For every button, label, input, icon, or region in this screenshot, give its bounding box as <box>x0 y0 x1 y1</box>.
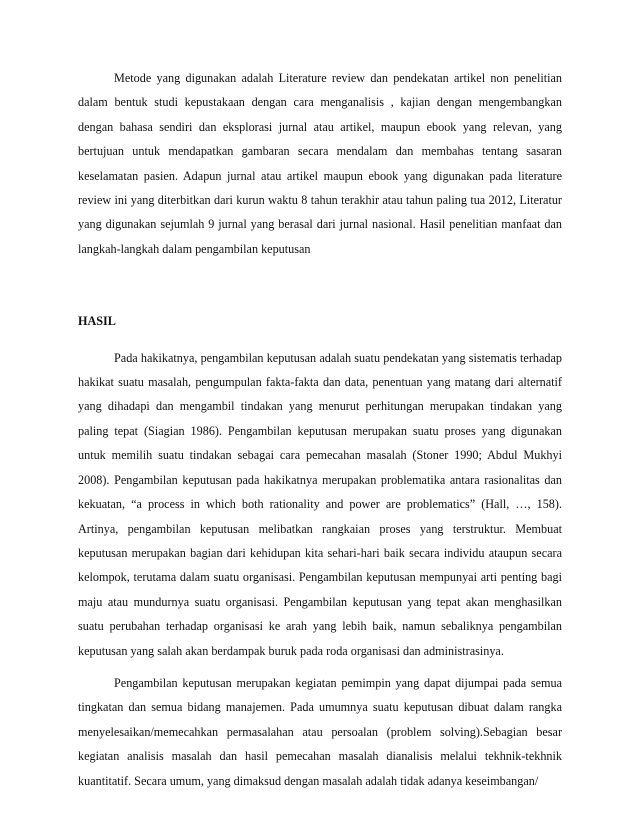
intro-paragraph: Metode yang digunakan adalah Literature review dan pendekatan artikel non penelitian dalam bentuk studi kepustakaan dengan cara menganalisis , kajian dengan mengembangkan dengan bahasa sendiri dan eksplorasi jurnal atau artikel, maupun ebook yang relevan, yang bertujuan untuk mendapatkan gambaran secara mendalam dan membahas tentang sasaran keselamatan pasien. Adapun jurnal atau artikel maupun ebook yang digunakan pada literature review ini yang diterbitkan dari kurun waktu 8 tahun terakhir atau tahun paling tua 2012, Literatur yang digunakan sejumlah 9 jurnal yang berasal dari jurnal nasional. Hasil penelitian manfaat dan langkah-langkah dalam pengambilan keputusan <box>78 71 562 256</box>
document-body <box>78 66 562 793</box>
hasil-paragraph-1: Pada hakikatnya, pengambilan keputusan adalah suatu pendekatan yang sistematis terhadap hakikat suatu masalah, pengumpulan fakta-fakta dan data, penentuan yang matang dari alternatif yang dihadapi dan mengambil tindakan yang menurut perhitungan merupakan tindakan yang paling tepat (Siagian 1986). Pengambilan keputusan merupakan suatu proses yang digunakan untuk memilih suatu tindakan sebagai cara pemecahan masalah (Stoner 1990; Abdul Mukhyi 2008). Pengambilan keputusan pada hakikatnya merupakan problematika antara rasionalitas dan kekuatan, “a process in which both rationality and power are problematics” (Hall, …, 158). Artinya, pengambilan keputusan melibatkan rangkaian proses yang terstruktur. Membuat keputusan merupakan bagian dari kehidupan kita sehari-hari baik secara individu ataupun secara kelompok, terutama dalam suatu organisasi. Pengambilan keputusan mempunyai arti penting bagi maju atau mundurnya suatu organisasi. Pengambilan keputusan yang tepat akan menghasilkan suatu perubahan terhadap organisasi ke arah yang lebih baik, namun sebaliknya pengambilan keputusan yang salah akan berdampak buruk pada roda organisasi dan administrasinya. <box>78 350 562 658</box>
hasil-paragraph-2: Pengambilan keputusan merupakan kegiatan pemimpin yang dapat dijumpai pada semua tingkatan dan semua bidang manajemen. Pada umumnya suatu keputusan dibuat dalam rangka menyelesaikan/memecahkan permasalahan atau persoalan (problem solving).Sebagian besar kegiatan analisis masalah dan hasil pemecahan masalah dianalisis melalui tekhnik-tekhnik kuantitatif. Secara umum, yang dimaksud dengan masalah adalah tidak adanya keseimbangan/ <box>78 675 562 788</box>
section-heading-hasil: HASIL <box>78 314 116 329</box>
